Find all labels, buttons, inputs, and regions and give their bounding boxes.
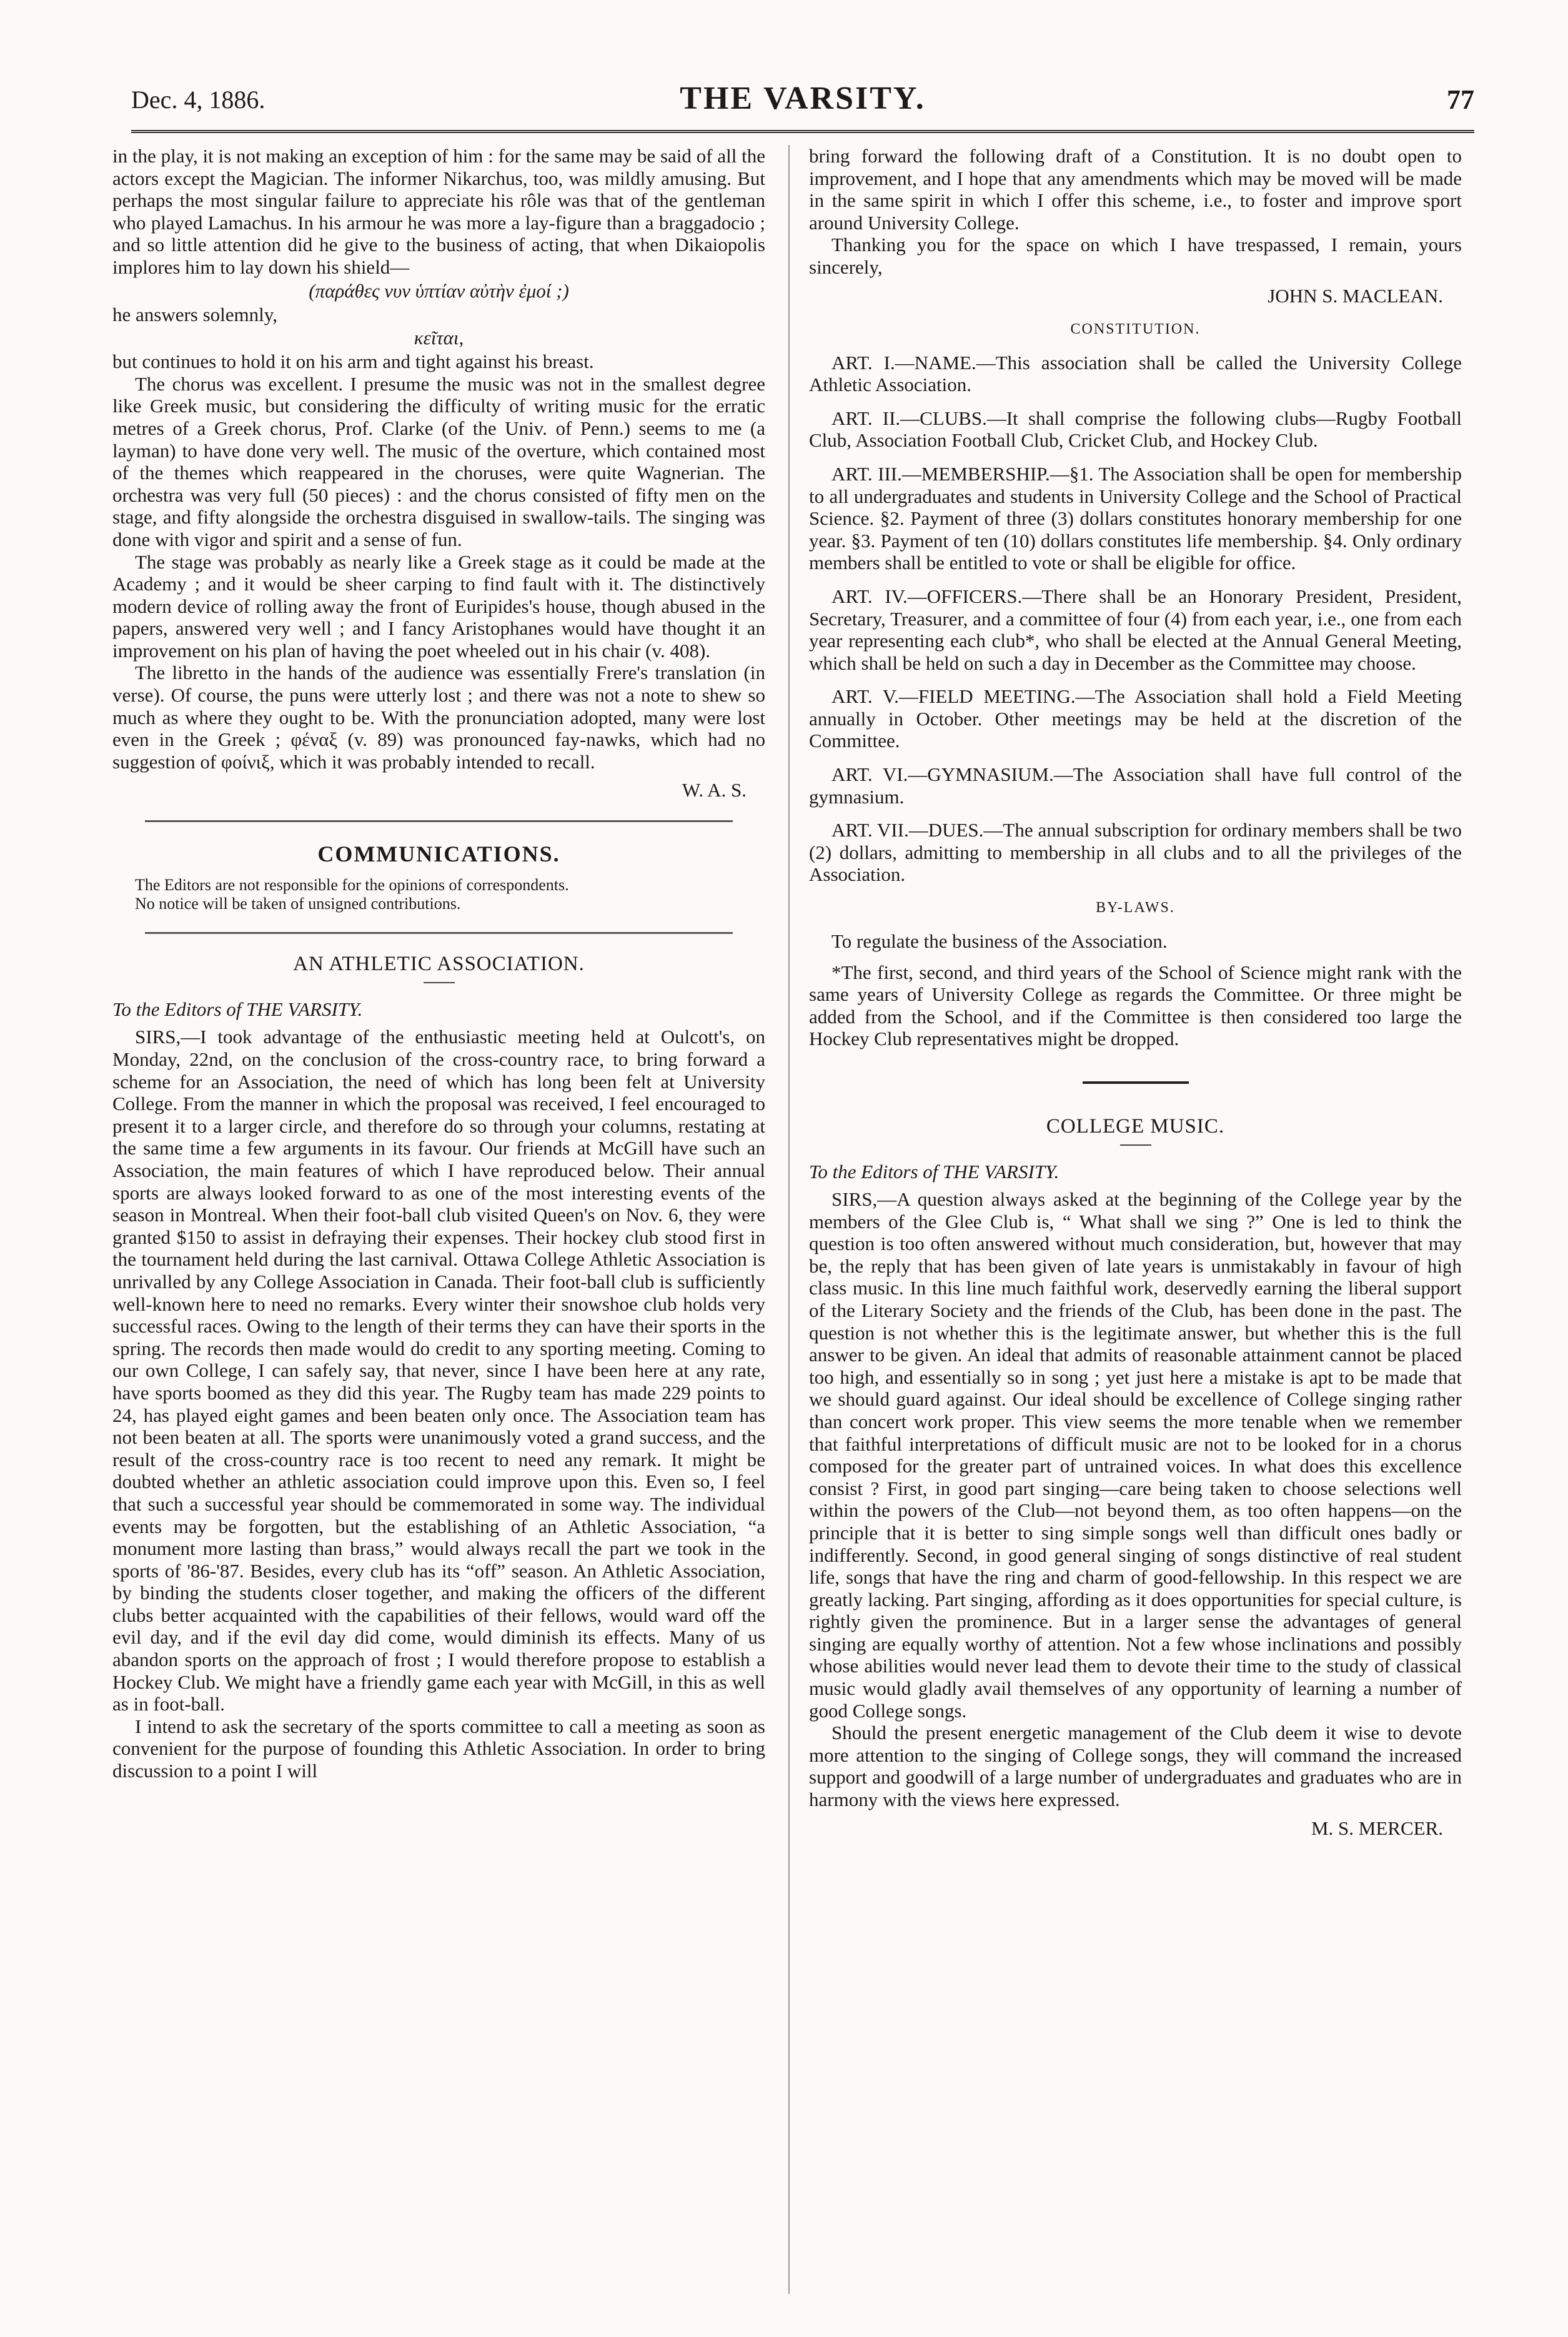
constitution-article-1: ART. I.—NAME.—This association shall be called the University College Athletic Association. (809, 351, 1462, 396)
play-paragraph-1: in the play, it is not making an exception of him : for the same may be said of all the actors except the Magician. The informer Nikarchus, too, was mildly amusing. But perhaps the most singular failure to appreciate his rôle was that of the gentleman who played Lamachus. In his armour he was more a lay-figure than a braggadocio ; and so little attention did he give to the business of acting, that when Dikaiopolis implores him to lay down his shield— (112, 145, 765, 278)
play-paragraph-4: The chorus was excellent. I presume the music was not in the smallest degree like Greek music, but considering the difficulty of writing music for the erratic metres of a Greek chorus, Prof. Clarke (of the Univ. of Penn.) seems to me (a layman) to have done very well. The music of the overture, which contained most of the themes which reappeared in the choruses, were quite Wagnerian. The orchestra was very full (50 pieces) : and the chorus consisted of fifty men on the stage, and fifty alongside the orchestra disguised in swallow-tails. The singing was done with vigor and spirit and a sense of fun. (112, 372, 765, 550)
left-column (112, 145, 765, 1782)
article-separator (1083, 1081, 1189, 1084)
editors-note-1: The Editors are not responsible for the opinions of correspondents. (135, 876, 569, 895)
constitution-article-6: ART. VI.—GYMNASIUM.—The Association shall have full control of the gymnasium. (809, 763, 1462, 808)
masthead (131, 80, 1474, 130)
play-paragraph-3: but continues to hold it on his arm and tight against his breast. (112, 350, 594, 373)
music-signature: M. S. MERCER. (1311, 1817, 1443, 1839)
constitution-heading: CONSTITUTION. (1070, 320, 1201, 337)
athletic-salutation: To the Editors of THE VARSITY. (112, 998, 363, 1021)
issue-date: Dec. 4, 1886. (131, 86, 265, 114)
newspaper-title: THE VARSITY. (680, 81, 926, 116)
bylaws-paragraph-1: To regulate the business of the Association. (831, 930, 1168, 953)
editors-note-2: No notice will be taken of unsigned contributions. (135, 895, 461, 913)
header-rule (131, 130, 1474, 133)
athletic-signature: JOHN S. MACLEAN. (1268, 284, 1443, 307)
bylaws-footnote: *The first, second, and third years of the School of Science might rank with the same years of University College as regards the Committee. Or three might be added from the School, and if the Committee is then considered too large the Hockey Club representatives might be dropped. (809, 961, 1462, 1050)
music-heading: COLLEGE MUSIC. (1046, 1115, 1225, 1138)
play-paragraph-5: The stage was probably as nearly like a Greek stage as it could be made at the Academy ; and it would be sheer carping to find fault with it. The distinctively modern device of rolling away the front of Euripides's house, though abused in the papers, answered very well ; and I fancy Aristophanes would have thought it an improvement on his plan of having the poet wheeled out in his chair (v. 408). (112, 550, 765, 662)
athletic-cont-paragraph-1: bring forward the following draft of a Constitution. It is no doubt open to improvement, and I hope that any amendments which may be moved will be made in the same spirit in which I offer this scheme, i.e., to foster and improve sport around University College. (809, 145, 1462, 234)
play-paragraph-2: he answers solemnly, (112, 303, 278, 325)
music-salutation: To the Editors of THE VARSITY. (809, 1161, 1059, 1183)
athletic-heading: AN ATHLETIC ASSOCIATION. (293, 953, 585, 976)
communications-divider (145, 932, 733, 934)
music-paragraph-2: Should the present energetic management of the Club deem it wise to devote more attention to the singing of College songs, they will command the increased support and goodwill of a large number of undergraduates and graduates who are in harmony with the views here expressed. (809, 1722, 1462, 1811)
column-divider (788, 145, 790, 2294)
play-paragraph-6: The libretto in the hands of the audience was essentially Frere's translation (in verse). Of course, the puns were utterly lost ; and there was not a note to shew so much as where they ought to be. With the pronunciation adopted, many were lost even in the Greek ; φέναξ (v. 89) was pronounced fay-nawks, which had no suggestion of φοίνιξ, which it was probably intended to recall. (112, 662, 765, 773)
greek-quote: (παράθες νυν ὑπτίαν αὐτὴν ἐμοί ;) (309, 279, 569, 302)
greek-word: κεῖται, (414, 327, 464, 349)
section-divider (145, 820, 733, 822)
constitution-article-5: ART. V.—FIELD MEETING.—The Association shall hold a Field Meeting annually in October. Other meetings may be held at the discretion of the Committee. (809, 685, 1462, 752)
music-paragraph-1: SIRS,—A question always asked at the beginning of the College year by the members of the Glee Club is, “ What shall we sing ?” One is led to think the question is too often answered without much consideration, but, however that may be, the reply that has been given of late years is unmistakably in favour of high class music. In this line much faithful work, deservedly earning the liberal support of the Literary Society and the friends of the Club, has been done in the past. The question is not whether this is the legitimate answer, but whether this is the full answer to be given. An ideal that admits of reasonable attainment cannot be placed too high, and essentially so in song ; yet just here a mistake is apt to be made that we should guard against. Our ideal should be excellence of College singing rather than concert work proper. This view seems the more tenable when we remember that faithful interpretations of difficult music are not to be looked for in a chorus composed for the greater part of untrained voices. In what does this excellence consist ? First, in good part singing—care being taken to choose selections well within the powers of the Club—not beyond them, as too often happens—on the principle that it is better to sing simple songs well than difficult ones badly or indifferently. Second, in good general singing of songs distinctive of real student life, songs that have the ring and charm of good-fellowship. In this respect we are greatly lacking. Part singing, affording as it does opportunities for special culture, is rightly given the prominence. But in a larger sense the advantages of general singing are equally worthy of attention. Not a few whose inclinations and possibly whose abilities would never lead them to devote their time to the study of classical music would gladly avail themselves of any opportunity of learning a number of good College songs. (809, 1188, 1462, 1722)
athletic-paragraph-2: I intend to ask the secretary of the sports committee to call a meeting as soon as convenient for the purpose of founding this Athletic Association. In order to bring discussion to a point I will (112, 1715, 765, 1782)
athletic-paragraph-1: SIRS,—I took advantage of the enthusiastic meeting held at Oulcott's, on Monday, 22nd, on the conclusion of the cross-country race, to bring forward a scheme for an Association, the need of which has long been felt at University College. From the manner in which the proposal was received, I feel encouraged to present it to a larger circle, and therefore do so through your columns, restating at the same time a few arguments in its favour. Our friends at McGill have such an Association, the main features of which I have reproduced below. Their annual sports are always looked forward to as one of the most interesting events of the season in Montreal. When their foot-ball club visited Queen's on Nov. 6, they were granted $150 to assist in defraying their expenses. Their hockey club stood first in the tournament held during the last carnival. Ottawa College Athletic Association is unrivalled by any College Association in Canada. Their foot-ball club is sufficiently well-known here to need no remarks. Every winter their snowshoe club holds very successful races. Owing to the length of their terms they can have their sports in the spring. The records then made would do credit to any sporting meeting. Coming to our own College, I can safely say, that never, since I have been here at any rate, have sports boomed as they did this year. The Rugby team has made 229 points to 24, has played eight games and been beaten only once. The Association team has not been beaten at all. The sports were unanimously voted a grand success, and the result of the cross-country race is too recent to need any remark. It might be doubted whether an athletic association could improve upon this. Even so, I feel that such a successful year should be commemorated in some way. The individual events may be forgotten, but the establishing of an Athletic Association, “a monument more lasting than brass,” would always recall the part we took in the sports of '86-'87. Besides, every club has its “off” season. An Athletic Association, by binding the students closer together, and making the officers of the different clubs better acquainted with the capabilities of their fellows, would ward off the evil day, and if the evil day did come, would diminish its effects. Many of us abandon sports on the approach of frost ; I would therefore propose to establish a Hockey Club. We might have a friendly game each year with McGill, in this as well as in foot-ball. (112, 1026, 765, 1715)
right-column (809, 145, 1462, 1840)
page-number: 77 (1447, 84, 1474, 115)
communications-heading: COMMUNICATIONS. (317, 841, 560, 867)
play-signature: W. A. S. (682, 779, 747, 801)
athletic-cont-paragraph-2: Thanking you for the space on which I have trespassed, I remain, yours sincerely, (809, 234, 1462, 278)
constitution-article-3: ART. III.—MEMBERSHIP.—§1. The Association shall be open for membership to all undergraduates and students in University College and the School of Practical Science. §2. Payment of three (3) dollars constitutes honorary membership for one year. §3. Payment of ten (10) dollars constitutes life membership. §4. Only ordinary members shall be entitled to vote or shall be eligible for office. (809, 462, 1462, 574)
constitution-article-2: ART. II.—CLUBS.—It shall comprise the following clubs—Rugby Football Club, Association Football Club, Cricket Club, and Hockey Club. (809, 407, 1462, 452)
constitution-article-4: ART. IV.—OFFICERS.—There shall be an Honorary President, President, Secretary, Treasurer, and a committee of four (4) from each year, i.e., one from each year representing each club*, who shall be elected at the Annual General Meeting, which shall be held on such a day in December as the Committee may choose. (809, 585, 1462, 674)
music-heading-dash (1120, 1144, 1151, 1146)
constitution-article-7: ART. VII.—DUES.—The annual subscription for ordinary members shall be two (2) dollars, admitting to membership in all clubs and to all the privileges of the Association. (809, 819, 1462, 886)
heading-dash (424, 982, 455, 983)
bylaws-heading: BY-LAWS. (1096, 900, 1175, 916)
